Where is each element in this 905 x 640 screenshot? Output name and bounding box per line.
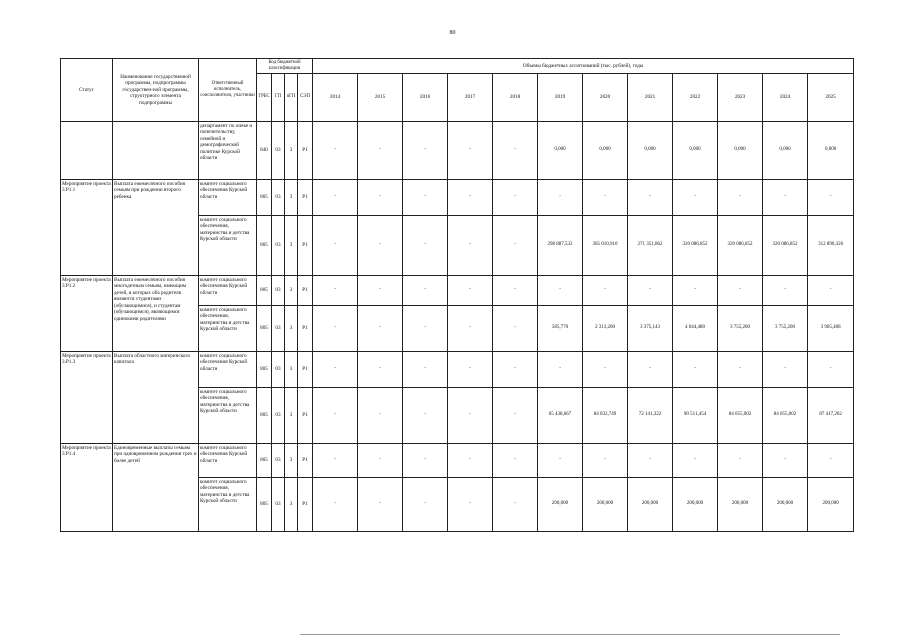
row-code-2: 3 xyxy=(285,387,298,443)
row-code-2: 3 xyxy=(285,215,298,275)
row-value-2016: - xyxy=(403,275,448,305)
row-value-2021: 0,000 xyxy=(628,121,673,179)
budget-allocation-table xyxy=(60,58,854,532)
row-value-2023: 84 055,002 xyxy=(718,387,763,443)
row-value-2016: - xyxy=(403,215,448,275)
page-number: 80 xyxy=(449,30,456,36)
row-code-2: 3 xyxy=(285,477,298,531)
row-code-0: 805 xyxy=(257,443,272,477)
row-value-2019: 298 887,532 xyxy=(538,215,583,275)
row-value-2018: - xyxy=(493,305,538,351)
row-value-2015: - xyxy=(358,305,403,351)
row-value-2024: 320 086,852 xyxy=(763,215,808,275)
row-value-2019: 200,000 xyxy=(538,477,583,531)
row-code-3: P1 xyxy=(298,179,313,215)
row-value-2025: 0,000 xyxy=(808,121,854,179)
row-value-2023: 0,000 xyxy=(718,121,763,179)
row-code-0: 805 xyxy=(257,215,272,275)
row-code-2: 3 xyxy=(285,351,298,387)
row-value-2018: - xyxy=(493,121,538,179)
row-value-2018: - xyxy=(493,275,538,305)
row-value-2023: - xyxy=(718,351,763,387)
header-year-11: 2025 xyxy=(808,73,854,121)
row-name: Единовременные выплаты семьям при одновременном рождении трех и более детей xyxy=(113,443,199,531)
row-value-2018: - xyxy=(493,351,538,387)
row-code-1: 03 xyxy=(272,351,285,387)
row-executor: комитет социального обеспечения Курской области xyxy=(199,351,257,387)
row-value-2024: - xyxy=(763,443,808,477)
row-value-2020: 84 032,749 xyxy=(583,387,628,443)
row-value-2023: - xyxy=(718,443,763,477)
row-code-3: P1 xyxy=(298,275,313,305)
row-value-2017: - xyxy=(448,215,493,275)
row-code-3: P1 xyxy=(298,121,313,179)
row-value-2017: - xyxy=(448,477,493,531)
row-value-2020: 305 010,910 xyxy=(583,215,628,275)
header-executor: Ответственный исполнитель, соисполнители, участники xyxy=(199,59,257,122)
row-value-2025: - xyxy=(808,351,854,387)
row-value-2017: - xyxy=(448,387,493,443)
header-code-group: Код бюджетной классификации xyxy=(257,59,313,74)
row-code-1: 03 xyxy=(272,275,285,305)
row-value-2014: - xyxy=(313,387,358,443)
row-code-2: 3 xyxy=(285,275,298,305)
row-value-2017: - xyxy=(448,305,493,351)
row-code-2: 3 xyxy=(285,305,298,351)
row-value-2022: 4 044,480 xyxy=(673,305,718,351)
row-value-2016: - xyxy=(403,443,448,477)
row-value-2018: - xyxy=(493,179,538,215)
row-status xyxy=(61,121,113,179)
row-value-2018: - xyxy=(493,387,538,443)
row-value-2015: - xyxy=(358,179,403,215)
row-value-2015: - xyxy=(358,477,403,531)
row-value-2022: - xyxy=(673,443,718,477)
row-value-2018: - xyxy=(493,215,538,275)
row-value-2024: 3 755,200 xyxy=(763,305,808,351)
row-code-0: 805 xyxy=(257,305,272,351)
row-code-2: 3 xyxy=(285,121,298,179)
row-value-2019: - xyxy=(538,351,583,387)
row-value-2020: - xyxy=(583,351,628,387)
row-value-2025: - xyxy=(808,443,854,477)
header-year-5: 2019 xyxy=(538,73,583,121)
row-value-2023: - xyxy=(718,275,763,305)
row-value-2016: - xyxy=(403,179,448,215)
row-code-0: 805 xyxy=(257,477,272,531)
row-value-2024: - xyxy=(763,179,808,215)
row-value-2024: 200,000 xyxy=(763,477,808,531)
row-code-1: 03 xyxy=(272,387,285,443)
row-executor: комитет социального обеспечения Курской области xyxy=(199,443,257,477)
row-value-2015: - xyxy=(358,215,403,275)
row-code-2: 3 xyxy=(285,443,298,477)
header-year-7: 2021 xyxy=(628,73,673,121)
row-executor: комитет социального обеспечения Курской области xyxy=(199,275,257,305)
row-value-2021: 200,000 xyxy=(628,477,673,531)
row-value-2023: 200,000 xyxy=(718,477,763,531)
row-value-2019: 0,000 xyxy=(538,121,583,179)
header-name: Наименование государственной программы, подпрограммы государствен-ной программы, структурного элемента подпрограммы xyxy=(113,59,199,122)
row-value-2016: - xyxy=(403,477,448,531)
row-value-2019: - xyxy=(538,179,583,215)
row-value-2025: 200,000 xyxy=(808,477,854,531)
row-value-2016: - xyxy=(403,305,448,351)
table-row xyxy=(61,351,854,387)
row-value-2025: 3 905,408 xyxy=(808,305,854,351)
row-value-2024: 84 055,002 xyxy=(763,387,808,443)
row-value-2020: 200,000 xyxy=(583,477,628,531)
row-code-1: 03 xyxy=(272,215,285,275)
row-value-2015: - xyxy=(358,387,403,443)
row-value-2015: - xyxy=(358,443,403,477)
row-value-2014: - xyxy=(313,275,358,305)
row-status: Мероприятие проекта 3.Р1.2 xyxy=(61,275,113,351)
row-value-2014: - xyxy=(313,443,358,477)
table-row xyxy=(61,179,854,215)
row-value-2017: - xyxy=(448,443,493,477)
row-value-2022: - xyxy=(673,351,718,387)
row-value-2023: - xyxy=(718,179,763,215)
row-value-2024: - xyxy=(763,351,808,387)
row-name: Выплата ежемесячного пособия семьям при рождении второго ребенка xyxy=(113,179,199,275)
row-code-3: P1 xyxy=(298,215,313,275)
row-value-2014: - xyxy=(313,121,358,179)
row-code-3: P1 xyxy=(298,305,313,351)
row-value-2018: - xyxy=(493,477,538,531)
row-value-2025: 312 890,326 xyxy=(808,215,854,275)
row-executor: департамент по опеке и попечительству, семейной и демографической политике Курской области xyxy=(199,121,257,179)
table-row xyxy=(61,443,854,477)
header-code-0: ГРБС xyxy=(257,73,272,121)
row-value-2018: - xyxy=(493,443,538,477)
row-value-2021: 72 141,322 xyxy=(628,387,673,443)
row-executor: комитет социального обеспечения, материнства и детства Курской области xyxy=(199,387,257,443)
row-value-2020: 0,000 xyxy=(583,121,628,179)
table-row xyxy=(61,121,854,179)
header-year-2: 2016 xyxy=(403,73,448,121)
row-value-2020: - xyxy=(583,179,628,215)
row-value-2016: - xyxy=(403,351,448,387)
row-value-2022: - xyxy=(673,179,718,215)
row-code-1: 03 xyxy=(272,477,285,531)
row-executor: комитет социального обеспечения, материнства и детства Курской области xyxy=(199,215,257,275)
row-value-2025: 87 417,202 xyxy=(808,387,854,443)
header-year-3: 2017 xyxy=(448,73,493,121)
row-value-2021: - xyxy=(628,443,673,477)
row-value-2014: - xyxy=(313,215,358,275)
row-code-0: 840 xyxy=(257,121,272,179)
row-value-2024: 0,000 xyxy=(763,121,808,179)
header-year-1: 2015 xyxy=(358,73,403,121)
row-value-2020: 2 313,200 xyxy=(583,305,628,351)
row-executor: комитет социального обеспечения Курской области xyxy=(199,179,257,215)
row-code-0: 805 xyxy=(257,179,272,215)
row-value-2017: - xyxy=(448,275,493,305)
row-value-2014: - xyxy=(313,179,358,215)
row-value-2021: - xyxy=(628,179,673,215)
row-name: Выплата ежемесячного пособия многодетным семьям, имеющим детей, в которых оба родителя являются студентами (обучающимися), и студентам (обучающимся), являющимся одинокими родителями xyxy=(113,275,199,351)
row-value-2014: - xyxy=(313,477,358,531)
row-value-2025: - xyxy=(808,275,854,305)
header-year-8: 2022 xyxy=(673,73,718,121)
row-value-2021: 3 375,143 xyxy=(628,305,673,351)
header-code-3: СЭП xyxy=(298,73,313,121)
row-value-2024: - xyxy=(763,275,808,305)
row-value-2023: 3 755,200 xyxy=(718,305,763,351)
row-status: Мероприятие проекта 3.Р1.3 xyxy=(61,351,113,443)
header-code-2: пГП xyxy=(285,73,298,121)
row-value-2023: 320 086,852 xyxy=(718,215,763,275)
row-value-2025: - xyxy=(808,179,854,215)
row-value-2019: - xyxy=(538,275,583,305)
row-code-1: 03 xyxy=(272,305,285,351)
row-value-2022: 200,000 xyxy=(673,477,718,531)
row-code-0: 805 xyxy=(257,275,272,305)
row-value-2017: - xyxy=(448,121,493,179)
row-code-0: 805 xyxy=(257,387,272,443)
header-year-6: 2020 xyxy=(583,73,628,121)
header-year-9: 2023 xyxy=(718,73,763,121)
header-year-0: 2014 xyxy=(313,73,358,121)
row-value-2015: - xyxy=(358,351,403,387)
bottom-rule xyxy=(300,634,840,635)
header-year-4: 2018 xyxy=(493,73,538,121)
row-value-2016: - xyxy=(403,121,448,179)
header-status: Статус xyxy=(61,59,113,122)
row-executor: комитет социального обеспечения, материнства и детства Курской области xyxy=(199,305,257,351)
row-value-2019: 65 438,667 xyxy=(538,387,583,443)
header-year-10: 2024 xyxy=(763,73,808,121)
row-value-2021: 271 351,862 xyxy=(628,215,673,275)
row-value-2021: - xyxy=(628,275,673,305)
header-volumes-group: Объемы бюджетных ассигнований (тыс. рублей), годы xyxy=(313,59,854,74)
row-status: Мероприятие проекта 3.Р1.4 xyxy=(61,443,113,531)
row-code-1: 03 xyxy=(272,121,285,179)
row-value-2022: - xyxy=(673,275,718,305)
row-value-2015: - xyxy=(358,121,403,179)
row-value-2016: - xyxy=(403,387,448,443)
row-code-3: P1 xyxy=(298,351,313,387)
row-code-3: P1 xyxy=(298,387,313,443)
row-value-2020: - xyxy=(583,275,628,305)
row-name: Выплата областного материнского капитала xyxy=(113,351,199,443)
row-code-2: 3 xyxy=(285,179,298,215)
row-value-2020: - xyxy=(583,443,628,477)
row-value-2014: - xyxy=(313,351,358,387)
row-value-2022: 90 511,454 xyxy=(673,387,718,443)
row-value-2022: 0,000 xyxy=(673,121,718,179)
row-code-3: P1 xyxy=(298,443,313,477)
row-value-2021: - xyxy=(628,351,673,387)
header-code-1: ГП xyxy=(272,73,285,121)
table-row xyxy=(61,275,854,305)
row-code-3: P1 xyxy=(298,477,313,531)
row-value-2017: - xyxy=(448,179,493,215)
row-code-1: 03 xyxy=(272,179,285,215)
row-name xyxy=(113,121,199,179)
row-value-2019: - xyxy=(538,443,583,477)
row-status: Мероприятие проекта 3.Р1.1 xyxy=(61,179,113,275)
row-value-2014: - xyxy=(313,305,358,351)
row-value-2015: - xyxy=(358,275,403,305)
row-value-2022: 320 086,852 xyxy=(673,215,718,275)
row-executor: комитет социального обеспечения, материнства и детства Курской области xyxy=(199,477,257,531)
row-value-2017: - xyxy=(448,351,493,387)
row-code-0: 805 xyxy=(257,351,272,387)
row-value-2019: 585,770 xyxy=(538,305,583,351)
row-code-1: 03 xyxy=(272,443,285,477)
